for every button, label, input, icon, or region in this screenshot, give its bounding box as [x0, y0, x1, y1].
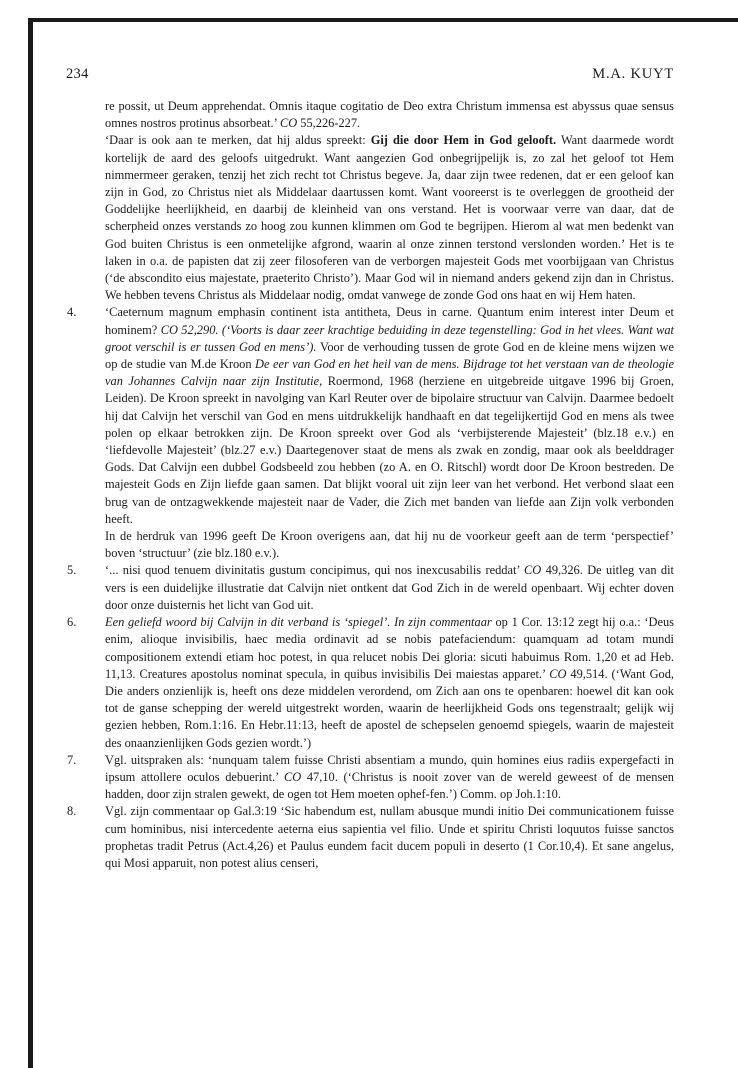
- running-head-author: M.A. KUYT: [592, 66, 674, 82]
- running-header: [68, 66, 674, 88]
- translation-paragraph: ‘Daar is ook aan te merken, dat hij aldus spreekt: Gij die door Hem in God gelooft. Want daarmede wordt kortelijk de aard des geloofs uitgedrukt. Want aangezien God onbegrijpelijk is, zo zal het geloof tot Hem nimmermeer geraken, tenzij het zich recht tot Christus begeve. Ja, daar zijn twee redenen, dat er een geloof kan zijn in God, zo Christus niet als Middelaar daartussen komt. Want vooreerst is te overleggen de grootheid der Goddelijke heerlijkheid, en daarbij de kleinheid van ons verstand. Het is voorwaar verre van daar, dat de scherpheid onzes verstands zo hoog zou kunnen klimmen om God te begrijpen. Hierom al wat men bedenkt van God buiten Christus is een onmetelijke afgrond, waarin al onze zinnen terstond verslonden worden.’ Het is te laken in o.a. de papisten dat zij zeer filosoferen van de verborgen majesteit Gods met voorbijgaan van Christus (‘de abscondito eius majestate, praeterito Christo’). Maar God wil in niemand anders gekend zijn dan in Christus. We hebben tevens Christus als Middelaar nodig, omdat vanwege de zonde God ons haat en wij Hem haten.: [105, 133, 675, 303]
- footnote-number: 7.: [67, 752, 77, 767]
- page-number: 234: [66, 66, 89, 82]
- footnote-8: 8. Vgl. zijn commentaar op Gal.3:19 ‘Sic habendum est, nullam abusque mundi initio Dei communicationem fuisse cum hominibus, nisi intercedente aeterna eius sapientia vel filio. Unde et spiritu Christi loquutos fuisse sanctos prophetas tradit Petrus (Act.4,26) et Paulus eundem facit ducem populi in deserto (1 Cor.10,4). Et sane angelus, qui Mosi apparuit, non potest alius censeri,: [67, 804, 674, 870]
- footnote-5: 5. ‘... nisi quod tenuem divinitatis gustum concipimus, qui nos inexcusabilis reddat’ CO 49,326. De uitleg van dit vers is een duidelijke illustratie dat Calvijn niet ontkent dat God Zich in de wereld openbaart. Wij echter doven door onze duisternis het licht van God uit.: [67, 563, 675, 612]
- book-title: De eer van God en het heil van de mens. Bijdrage tot het verstaan van de theologie van Johannes Calvijn naar zijn Institutie: [105, 357, 674, 389]
- footnotes-body: [67, 98, 675, 872]
- footnote-4-addendum: In de herdruk van 1996 geeft De Kroon overigens aan, dat hij nu de voorkeur geeft aan de term ‘perspectief’ boven ‘structuur’ (zie blz.180 e.v.).: [105, 529, 674, 561]
- page-border-left: [28, 18, 33, 1068]
- footnote-number: 4.: [67, 305, 77, 320]
- footnote-4: 4. ‘Caeternum magnum emphasin continent ista antitheta, Deus in carne. Quantum enim interest inter Deum et hominem? CO 52,290. (‘Voorts is daar zeer krachtige beduiding in deze tegenstelling: God in het vlees. Want wat groot verschil is er tussen God en mens’). Voor de verhouding tussen de grote God en de kleine mens wijzen we op de studie van M.de Kroon De eer van God en het heil van de mens. Bijdrage tot het verstaan van de theologie van Johannes Calvijn naar zijn Institutie, Roermond, 1968 (herziene en uitgebreide uitgave 1996 bij Groen, Leiden). De Kroon spreekt in navolging van Karl Reuter over de bipolaire structuur van Calvijn. Daarmee bedoelt hij dat Calvijn het verschil van God en mens uitdrukkelijk handhaaft en dat tegelijkertijd God en mens als twee polen op elkaar betrokken zijn. De Kroon spreekt over God als ‘verbijsterende Majesteit’ (blz.18 e.v.) en ‘liefdevolle Majesteit’ (blz.27 e.v.) Daartegenover staat de mens als zwak en zondig, maar ook als beelddrager Gods. Dat Calvijn een dubbel Godsbeeld zou hebben (zo A. en O. Ritschl) wordt door De Kroon bestreden. De majesteit Gods en Zijn liefde gaan samen. Dat blijkt vooral uit zijn leer van het verbond. Het verbond slaat een brug van de ontzagwekkende majesteit naar de Vader, die Zich met banden van liefde aan Zijn volk verbonden heeft. In de herdruk van 1996 geeft De Kroon overigens aan, dat hij nu de voorkeur geeft aan de term ‘perspectief’ boven ‘structuur’ (zie blz.180 e.v.).: [105, 304, 674, 562]
- book-page: [66, 66, 675, 870]
- footnote-6: 6. Een geliefd woord bij Calvijn in dit verband is ‘spiegel’. In zijn commentaar op 1 Cor. 13:12 zegt hij o.a.: ‘Deus enim, alioque invisibilis, haec media ordinavit ad se nobis patefaciendum: quamquam ad totam mundi compositionem extendi etiam hoc potest, in qua relucet nobis Dei gloria: sicuti habuimus Rom. 1,20 et ad Heb. 11,13. Creatures apostolus nominat specula, in quibus invisibilis Dei maiestas apparet.’ CO 49,514. (‘Want God, Die anders onzienlijk is, heeft ons deze middelen verordend, om Zich aan ons te openbaren: hoewel dit kan ook tot de ganse schepping der wereld uitgestrekt worden, waarin de heerlijkheid Gods ons tegenstraalt; gelijk wij gezien hebben, Rom.1:16. En Hebr.11:13, heeft de apostel de schepselen genoemd spiegels, waarin de majesteit des onaanzienlijken Gods gezien wordt.’): [67, 615, 675, 750]
- emphasized-quote: Gij die door Hem in God gelooft.: [370, 133, 557, 148]
- footnote-7: 7. Vgl. uitspraken als: ‘nunquam talem fuisse Christi absentiam a mundo, quin homines eius radiis expergefacti in ipsum attollere oculos debuerint.’ CO 47,10. (‘Christus is nooit zover van de wereld geweest of de mensen hadden, door zijn stralen gewekt, de ogen tot Hem moeten ophef-fen.’) Comm. op Joh.1:10.: [67, 752, 674, 802]
- footnote-number: 5.: [67, 563, 77, 578]
- continuation-paragraph: re possit, ut Deum apprehendat. Omnis itaque cogitatio de Deo extra Christum immensa est abyssus quae sensus omnes nostros protinus absorbeat.’ CO 55,226-227.: [105, 99, 674, 131]
- footnote-number: 8.: [67, 804, 77, 819]
- footnote-number: 6.: [67, 615, 77, 630]
- page-border-top: [28, 18, 738, 22]
